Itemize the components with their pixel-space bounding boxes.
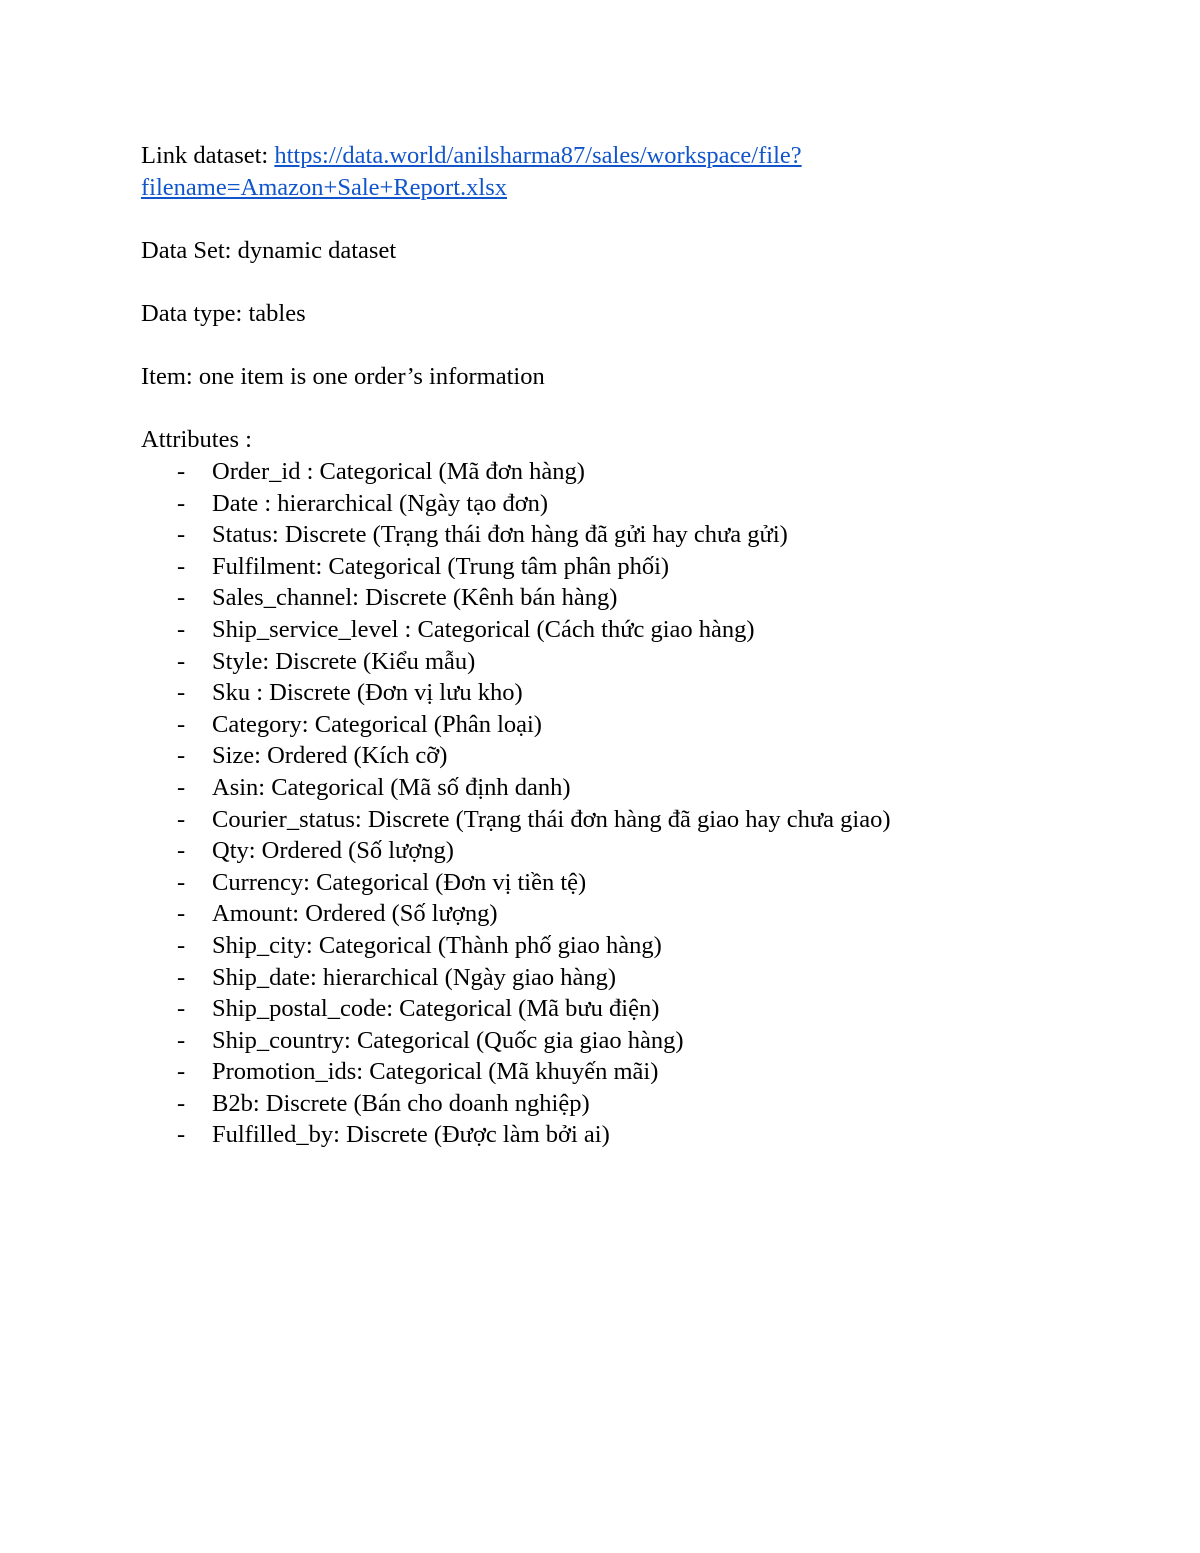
attribute-text: Ship_postal_code: Categorical (Mã bưu điện)	[212, 995, 660, 1023]
bullet-dash: -	[177, 1026, 186, 1054]
attribute-list-item	[141, 804, 1141, 836]
bullet-dash: -	[177, 647, 186, 675]
attribute-list-item	[141, 456, 1141, 488]
link-dataset-label: Link dataset:	[141, 142, 275, 169]
attribute-list-item	[141, 709, 1141, 741]
bullet-dash: -	[177, 458, 186, 485]
bullet-dash: -	[177, 679, 186, 707]
attribute-text: Ship_country: Categorical (Quốc gia giao hàng)	[212, 1026, 684, 1054]
attribute-text: Sku : Discrete (Đơn vị lưu kho)	[212, 679, 523, 707]
link-dataset-paragraph	[141, 140, 1141, 204]
attribute-list-item	[141, 488, 1141, 520]
bullet-dash: -	[177, 584, 186, 612]
attribute-list-item	[141, 551, 1141, 583]
item-line: Item: one item is one order’s information	[141, 363, 545, 390]
attribute-list-item	[141, 835, 1141, 867]
attribute-text: Promotion_ids: Categorical (Mã khuyến mãi)	[212, 1058, 659, 1086]
attribute-list-item	[141, 519, 1141, 551]
attribute-list-item	[141, 772, 1141, 804]
bullet-dash: -	[177, 1089, 186, 1117]
datatype-line: Data type: tables	[141, 300, 306, 327]
attribute-text: B2b: Discrete (Bán cho doanh nghiệp)	[212, 1089, 590, 1117]
attribute-text: Status: Discrete (Trạng thái đơn hàng đã gửi hay chưa gửi)	[212, 521, 788, 549]
bullet-dash: -	[177, 742, 186, 770]
attribute-text: Sales_channel: Discrete (Kênh bán hàng)	[212, 584, 618, 612]
bullet-dash: -	[177, 615, 186, 643]
bullet-dash: -	[177, 931, 186, 959]
bullet-dash: -	[177, 900, 186, 928]
attribute-list-item	[141, 740, 1141, 772]
attribute-list-item	[141, 962, 1141, 994]
bullet-dash: -	[177, 805, 186, 833]
bullet-dash: -	[177, 773, 186, 801]
bullet-dash: -	[177, 1121, 186, 1149]
attribute-list-item	[141, 582, 1141, 614]
attribute-text: Amount: Ordered (Số lượng)	[212, 900, 498, 928]
attribute-list-item	[141, 867, 1141, 899]
attribute-text: Fulfilment: Categorical (Trung tâm phân phối)	[212, 552, 670, 580]
attribute-text: Courier_status: Discrete (Trạng thái đơn hàng đã giao hay chưa giao)	[212, 805, 891, 833]
dataset-link-line1[interactable]: https://data.world/anilsharma87/sales/workspace/file?	[274, 142, 802, 169]
attribute-text: Date : hierarchical (Ngày tạo đơn)	[212, 489, 549, 517]
bullet-dash: -	[177, 1058, 186, 1086]
attribute-list-item	[141, 1025, 1141, 1057]
attribute-list-item	[141, 1056, 1141, 1088]
dataset-link-line2[interactable]: filename=Amazon+Sale+Report.xlsx	[141, 174, 507, 201]
attribute-list-item	[141, 677, 1141, 709]
attribute-list-item	[141, 1088, 1141, 1120]
attributes-list	[141, 456, 1141, 1151]
attribute-list-item	[141, 898, 1141, 930]
attribute-text: Currency: Categorical (Đơn vị tiền tệ)	[212, 868, 587, 896]
bullet-dash: -	[177, 552, 186, 580]
attribute-text: Ship_service_level : Categorical (Cách thức giao hàng)	[212, 615, 755, 643]
bullet-dash: -	[177, 868, 186, 896]
attributes-heading: Attributes :	[141, 426, 252, 453]
attribute-list-item	[141, 646, 1141, 678]
attribute-text: Style: Discrete (Kiểu mẫu)	[212, 647, 476, 675]
attribute-text: Qty: Ordered (Số lượng)	[212, 837, 454, 865]
bullet-dash: -	[177, 521, 186, 549]
attribute-text: Fulfilled_by: Discrete (Được làm bởi ai)	[212, 1121, 610, 1149]
attribute-text: Ship_date: hierarchical (Ngày giao hàng)	[212, 963, 617, 991]
bullet-dash: -	[177, 837, 186, 865]
attribute-text: Category: Categorical (Phân loại)	[212, 710, 542, 738]
bullet-dash: -	[177, 489, 186, 517]
attribute-list-item	[141, 1119, 1141, 1151]
attribute-list-item	[141, 993, 1141, 1025]
bullet-dash: -	[177, 995, 186, 1023]
attribute-text: Asin: Categorical (Mã số định danh)	[212, 773, 571, 801]
attribute-list-item	[141, 614, 1141, 646]
attribute-text: Size: Ordered (Kích cỡ)	[212, 742, 448, 770]
bullet-dash: -	[177, 963, 186, 991]
attribute-list-item	[141, 930, 1141, 962]
bullet-dash: -	[177, 710, 186, 738]
document-page	[141, 140, 1141, 1151]
attribute-text: Ship_city: Categorical (Thành phố giao hàng)	[212, 931, 662, 959]
attribute-text: Order_id : Categorical (Mã đơn hàng)	[212, 458, 585, 485]
dataset-line: Data Set: dynamic dataset	[141, 237, 397, 264]
